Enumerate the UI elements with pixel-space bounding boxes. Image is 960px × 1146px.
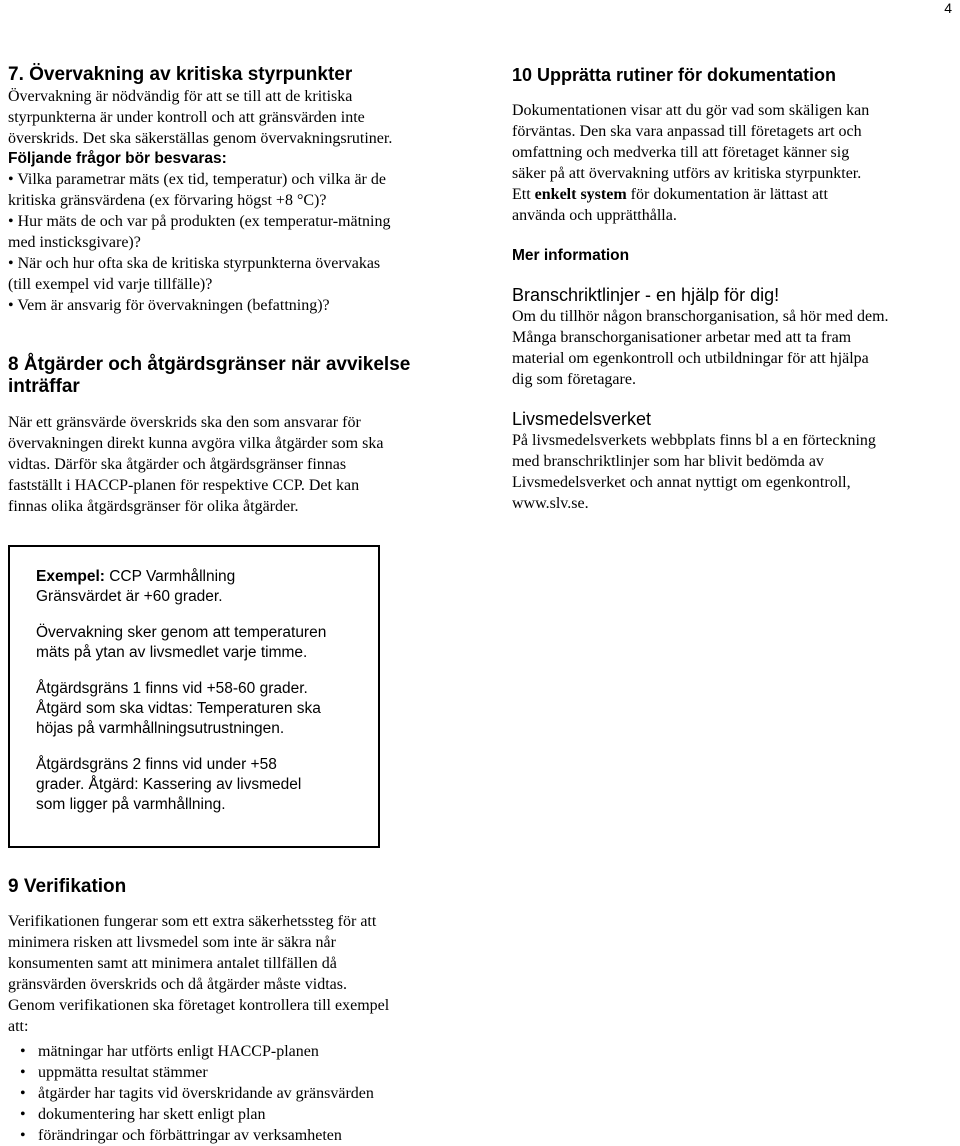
right-column — [512, 64, 952, 514]
section-9-body-line: minimera risken att livsmedel som inte är säkra når — [8, 934, 336, 951]
verification-item — [20, 1083, 448, 1104]
section-8-body-line: finnas olika åtgärdsgränser för olika åtgärder. — [8, 498, 299, 515]
section-7-intro-line: Övervakning är nödvändig för att se till att de kritiska — [8, 88, 353, 105]
section-8-body-line: När ett gränsvärde överskrids ska den som ansvarar för — [8, 414, 361, 431]
section-7-title: 7. Övervakning av kritiska styrpunkter — [8, 64, 353, 85]
section-9-body — [8, 911, 448, 1037]
slv-link[interactable]: www.slv.se. — [512, 495, 589, 512]
verification-item — [20, 1062, 448, 1083]
slv-title: Livsmedelsverket — [512, 409, 652, 429]
verification-item-text: åtgärder har tagits vid överskridande av gränsvärden — [38, 1085, 374, 1102]
left-column — [8, 64, 448, 517]
example-line: mäts på ytan av livsmedlet varje timme. — [36, 644, 308, 661]
page-number: 4 — [944, 0, 952, 16]
more-info-heading: Mer information — [512, 247, 630, 264]
section-8-body-line: övervakningen direkt kunna avgöra vilka åtgärder som ska — [8, 435, 384, 452]
example-line: grader. Åtgärd: Kassering av livsmedel — [36, 776, 302, 793]
text-span: för dokumentation är lättast att — [626, 186, 828, 203]
example-label: Exempel: — [36, 568, 105, 585]
bullet-icon: • — [20, 1127, 26, 1144]
question-line: • När och hur ofta ska de kritiska styrpunkterna övervakas — [8, 255, 381, 272]
bullet-icon: • — [20, 1043, 26, 1060]
example-line: Gränsvärdet är +60 grader. — [36, 588, 223, 605]
question-line: (till exempel vid varje tillfälle)? — [8, 276, 213, 293]
section-10-body-line: Dokumentationen visar att du gör vad som skäligen kan — [512, 102, 870, 119]
verification-item-text: mätningar har utförts enligt HACCP-planen — [38, 1043, 319, 1060]
question-item — [8, 169, 448, 211]
bullet-icon: • — [20, 1085, 26, 1102]
example-box — [8, 545, 380, 848]
bransch-body-line: material om egenkontroll och utbildningar för att hjälpa — [512, 350, 869, 367]
questions-list — [8, 169, 448, 316]
verification-item — [20, 1041, 448, 1062]
verification-item — [20, 1125, 448, 1146]
example-title — [36, 567, 378, 587]
section-8-title — [8, 354, 448, 398]
section-10-body-line: använda och upprätthålla. — [512, 207, 677, 224]
example-line: höjas på varmhållningsutrustningen. — [36, 720, 285, 737]
section-8-title-line: 8 Åtgärder och åtgärdsgränser när avvikelse — [8, 354, 411, 375]
example-line: Åtgärdsgräns 1 finns vid +58-60 grader. — [36, 680, 308, 697]
section-9-body-line: att: — [8, 1018, 29, 1035]
text-span: Ett — [512, 186, 535, 203]
bransch-body-line: Många branschorganisationer arbetar med att ta fram — [512, 329, 852, 346]
section-10-body-line: säker på att övervakning utförs av kritiska styrpunkter. — [512, 165, 862, 182]
example-title-text: CCP Varmhållning — [104, 568, 236, 585]
section-7-intro-line: styrpunkterna är under kontroll och att gränsvärden inte — [8, 109, 365, 126]
section-9 — [8, 876, 448, 1146]
emphasis-text: enkelt system — [534, 186, 627, 203]
section-10-body — [512, 100, 952, 226]
example-line: Övervakning sker genom att temperaturen — [36, 624, 327, 641]
slv-body-line: Livsmedelsverket och annat nyttigt om egenkontroll, — [512, 474, 851, 491]
section-10-body-line: omfattning och medverka till att företaget känner sig — [512, 144, 850, 161]
question-item — [8, 253, 448, 295]
question-line: med insticksgivare)? — [8, 234, 141, 251]
verification-item — [20, 1104, 448, 1125]
question-line: • Hur mäts de och var på produkten (ex temperatur-mätning — [8, 213, 391, 230]
section-10-body-line: förväntas. Den ska vara anpassad till företagets art och — [512, 123, 862, 140]
section-7-intro — [8, 86, 448, 149]
bransch-title: Branschriktlinjer - en hjälp för dig! — [512, 285, 780, 305]
question-item — [8, 211, 448, 253]
section-10-body-line — [512, 184, 952, 205]
section-8-body-line: fastställt i HACCP-planen för respektive CCP. Det kan — [8, 477, 360, 494]
verification-list — [20, 1041, 448, 1146]
question-line: • Vilka parametrar mäts (ex tid, temperatur) och vilka är de — [8, 171, 386, 188]
bransch-body — [512, 306, 952, 390]
section-8-title-line: inträffar — [8, 376, 80, 397]
section-9-body-line: Verifikationen fungerar som ett extra säkerhetssteg för att — [8, 913, 377, 930]
bransch-body-line: dig som företagare. — [512, 371, 636, 388]
question-line: • Vem är ansvarig för övervakningen (befattning)? — [8, 297, 330, 314]
question-item — [8, 295, 448, 316]
example-line: Åtgärdsgräns 2 finns vid under +58 — [36, 756, 277, 773]
slv-body-line: På livsmedelsverkets webbplats finns bl a en förteckning — [512, 432, 876, 449]
example-line: som ligger på varmhållning. — [36, 796, 226, 813]
section-8-body-line: vidtas. Därför ska åtgärder och åtgärdsgränser finnas — [8, 456, 347, 473]
section-9-title: 9 Verifikation — [8, 876, 127, 897]
section-8-body — [8, 412, 448, 517]
bullet-icon: • — [20, 1064, 26, 1081]
questions-heading: Följande frågor bör besvaras: — [8, 150, 227, 167]
section-9-body-line: konsumenten samt att minimera antalet tillfällen då — [8, 955, 337, 972]
verification-item-text: förändringar och förbättringar av verksamheten — [38, 1127, 342, 1144]
bransch-body-line: Om du tillhör någon branschorganisation, så hör med dem. — [512, 308, 889, 325]
section-10-title: 10 Upprätta rutiner för dokumentation — [512, 65, 837, 85]
section-7-intro-line: överskrids. Det ska säkerställas genom övervakningsrutiner. — [8, 130, 393, 147]
slv-body-line: med branschriktlinjer som har blivit bedömda av — [512, 453, 824, 470]
example-line: Åtgärd som ska vidtas: Temperaturen ska — [36, 700, 321, 717]
verification-item-text: uppmätta resultat stämmer — [38, 1064, 208, 1081]
verification-item-text: dokumentering har skett enligt plan — [38, 1106, 266, 1123]
section-9-body-line: gränsvärden överskrids och då åtgärder måste vidtas. — [8, 976, 347, 993]
section-9-body-line: Genom verifikationen ska företaget kontrollera till exempel — [8, 997, 390, 1014]
slv-body — [512, 430, 952, 514]
question-line: kritiska gränsvärdena (ex förvaring högst +8 °C)? — [8, 192, 327, 209]
bullet-icon: • — [20, 1106, 26, 1123]
